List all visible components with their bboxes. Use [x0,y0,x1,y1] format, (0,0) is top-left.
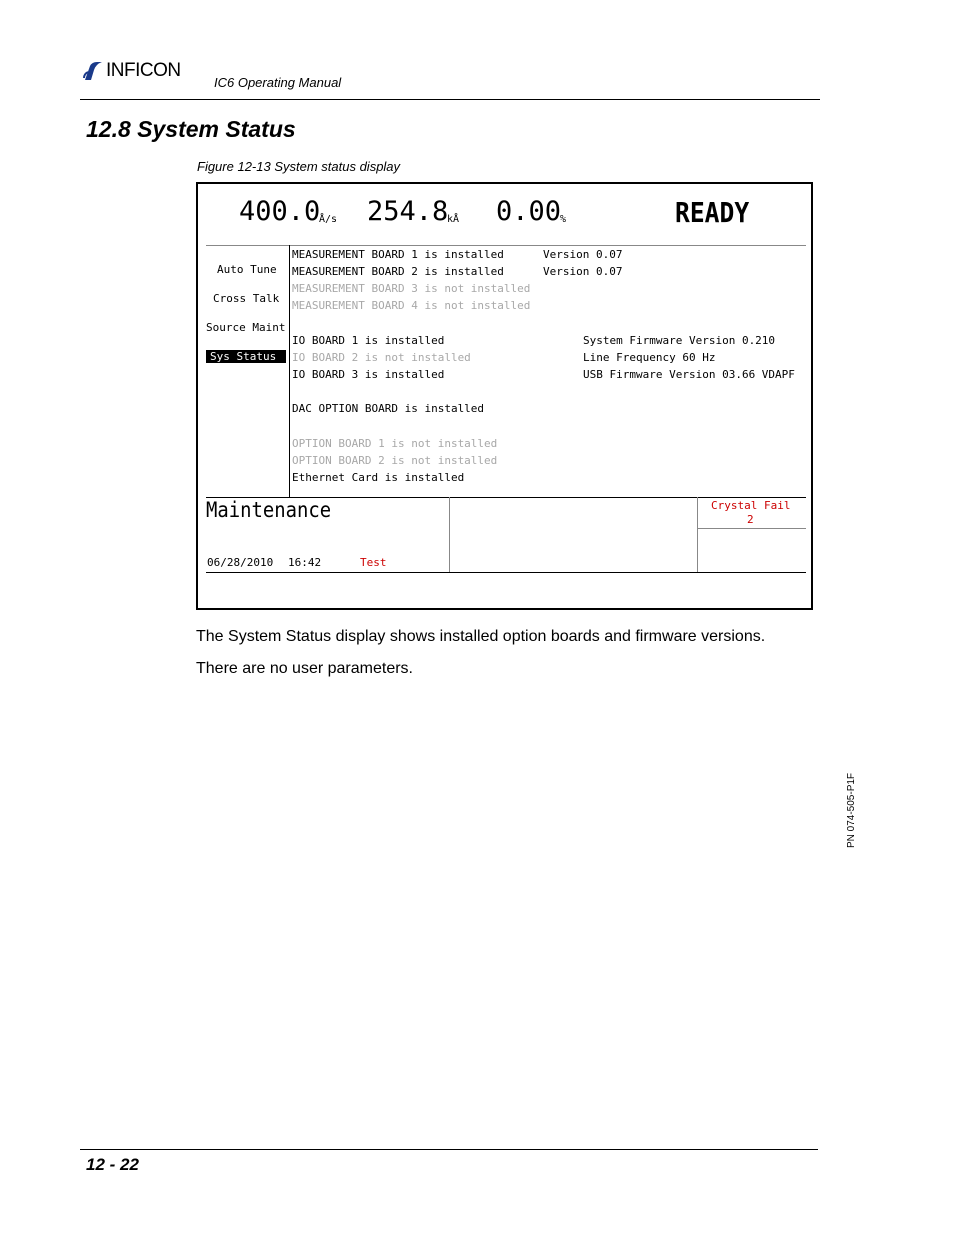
status-line: OPTION BOARD 1 is not installed [292,437,498,450]
board-1-version: Version 0.07 [543,248,623,261]
rate-readout: 400.0 [239,196,321,227]
alarm-message: Crystal Fail [711,499,791,512]
status-line: OPTION BOARD 2 is not installed [292,454,498,467]
status-line: MEASUREMENT BOARD 4 is not installed [292,299,531,312]
readout-divider [206,245,806,246]
inficon-logo-icon [82,60,104,82]
logo-text: INFICON [106,60,181,81]
power-unit: % [560,214,567,225]
status-panel-divider-2 [697,497,698,572]
menu-item-sys-status[interactable]: Sys Status [206,350,286,363]
date-readout: 06/28/2010 [207,556,274,569]
menu-item-auto-tune[interactable]: Auto Tune [217,263,277,276]
figure-caption: Figure 12-13 System status display [197,159,401,174]
power-readout: 0.00 [496,196,562,227]
alarm-crystal-number: 2 [747,513,754,526]
status-line: IO BOARD 1 is installed [292,334,445,347]
state-indicator: READY [675,196,750,229]
note-paragraph: There are no user parameters. [196,660,413,677]
status-line: MEASUREMENT BOARD 2 is installed [292,265,504,278]
line-frequency: Line Frequency 60 Hz [583,351,716,364]
process-name: Test [360,556,387,569]
usb-firmware-version: USB Firmware Version 03.66 VDAPF [583,368,795,381]
status-panel-divider-1 [449,497,450,572]
menu-divider [289,245,290,497]
status-line: IO BOARD 3 is installed [292,368,445,381]
system-firmware-version: System Firmware Version 0.210 [583,334,776,347]
status-line: Ethernet Card is installed [292,471,465,484]
header-divider [80,99,820,100]
board-2-version: Version 0.07 [543,265,623,278]
status-area-bottom [206,572,806,573]
rate-unit: Å/s [319,214,338,225]
system-status-screen [196,182,813,610]
status-line: MEASUREMENT BOARD 3 is not installed [292,282,531,295]
status-line: MEASUREMENT BOARD 1 is installed [292,248,504,261]
menu-item-cross-talk[interactable]: Cross Talk [213,292,280,305]
section-title: 12.8 System Status [86,116,296,142]
time-readout: 16:42 [288,556,322,569]
manual-title: IC6 Operating Manual [214,75,342,90]
thickness-readout: 254.8 [367,196,449,227]
menu-item-source-maint[interactable]: Source Maint [206,321,286,334]
mode-label: Maintenance [206,498,332,522]
page-number: 12 - 22 [86,1155,139,1174]
alarm-panel-divider [697,528,806,529]
status-line: IO BOARD 2 is not installed [292,351,471,364]
description-paragraph: The System Status display shows installed option boards and firmware versions. [196,628,766,645]
part-number: PN 074-505-P1F [846,772,857,848]
footer-divider [80,1149,818,1150]
status-line: DAC OPTION BOARD is installed [292,402,485,415]
thickness-unit: kÅ [447,214,460,225]
